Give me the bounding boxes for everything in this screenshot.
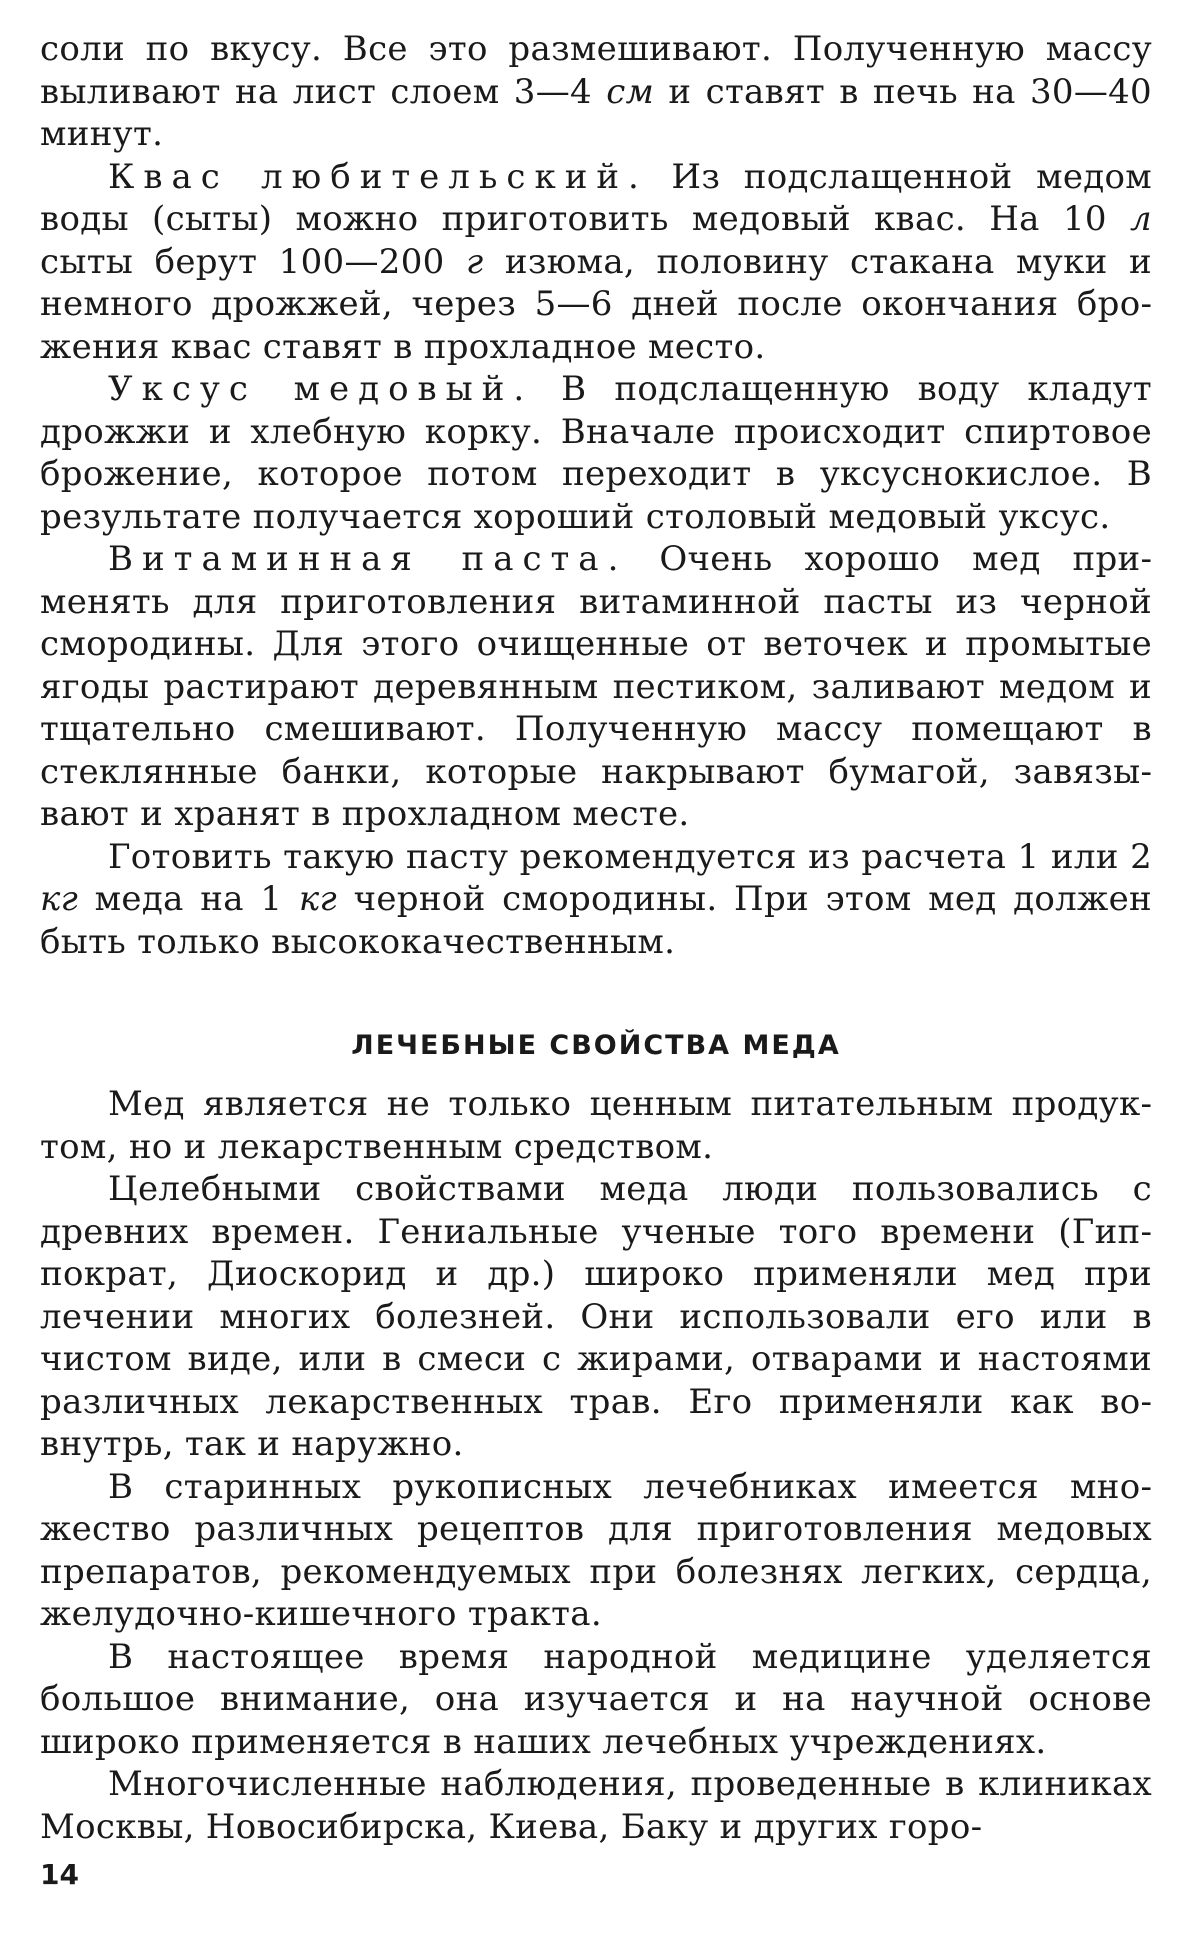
recipe-title: Квас любительский. xyxy=(108,156,648,197)
recipe-title: Витаминная паста. xyxy=(108,539,628,579)
paragraph-body: В настоящее время народной медицине уделяется большое внимание, она изучается и на научной основе широко применяется в наших лечебных учреждениях. xyxy=(40,1636,1152,1762)
recipe-title: Уксус медовый. xyxy=(108,369,534,409)
paragraph-kvas xyxy=(40,156,1152,369)
unit-label: кг xyxy=(298,879,337,919)
text-fragment: черной смородины. При этом мед должен быть только высококачественным. xyxy=(40,879,1152,962)
paragraph-paste-ratio xyxy=(40,836,1152,964)
paragraph-body: Многочисленные наблюдения, проведенные в клиниках Москвы, Новосибирска, Киева, Баку и других горо- xyxy=(40,1764,1152,1847)
text-fragment: изюма, половину стакана муки и немного дрожжей, через 5—6 дней после окончания брожения квас ставят в прохладное место. xyxy=(40,241,1152,367)
text-fragment: меда на 1 xyxy=(78,879,299,919)
page-number: 14 xyxy=(40,1858,79,1891)
text-fragment: и ставят в печь на 30—40 минут. xyxy=(40,71,1152,154)
paragraph-continued xyxy=(40,28,1152,156)
text-fragment: В подслащенную воду кладут дрожжи и хлебную корку. Вначале происходит спиртовое брожение, которое потом переходит в уксуснокислое. В результате получается хороший столовый медовый уксус. xyxy=(40,369,1153,537)
unit-label: г xyxy=(466,241,484,282)
text-fragment: Из подслащенной медом воды (сыты) можно приготовить медовый квас. На 10 xyxy=(40,156,1152,239)
text-fragment: Очень хорошо мед применять для приготовления витаминной пасты из черной смородины. Для этого очищенные от веточек и промытые ягоды растирают деревянным пестиком, заливают медом и тщательно смешивают. Полученную массу помещают в стеклянные банки, которые накрывают бумагой, завязывают и хранят в прохладном месте. xyxy=(40,539,1152,834)
section-heading: ЛЕЧЕБНЫЕ СВОЙСТВА МЕДА xyxy=(351,1030,841,1061)
paragraph-uksus xyxy=(40,368,1152,538)
unit-label: кг xyxy=(40,879,79,919)
paragraph-body: В старинных рукописных лечебниках имеется множество различных рецептов для приготовления медовых препаратов, рекомендуемых при болезнях легких, сердца, желудочно-кишечного тракта. xyxy=(40,1466,1152,1634)
paragraph-body: Мед является не только ценным питательным продуктом, но и лекарственным средством. xyxy=(40,1084,1152,1167)
unit-label: см xyxy=(606,71,655,112)
text-fragment: соли по вкусу. Все это размешивают. Полученную массу выливают на лист слоем 3—4 xyxy=(40,29,1152,112)
book-page xyxy=(40,28,1152,1848)
unit-label: л xyxy=(1130,199,1152,239)
paragraph-body: Целебными свойствами меда люди пользовались с древних времен. Гениальные ученые того времени (Гиппократ, Диоскорид и др.) широко применяли мед при лечении многих болезней. Они использовали его или в чистом виде, или в смеси с жирами, отварами и настоями различных лекарственных трав. Его применяли как вовнутрь, так и наружно. xyxy=(40,1169,1152,1464)
text-fragment: сыты берут 100—200 xyxy=(40,241,466,282)
paragraph-vitamin-paste xyxy=(40,538,1152,836)
text-fragment: Готовить такую пасту рекомендуется из расчета 1 или 2 xyxy=(108,836,1152,877)
